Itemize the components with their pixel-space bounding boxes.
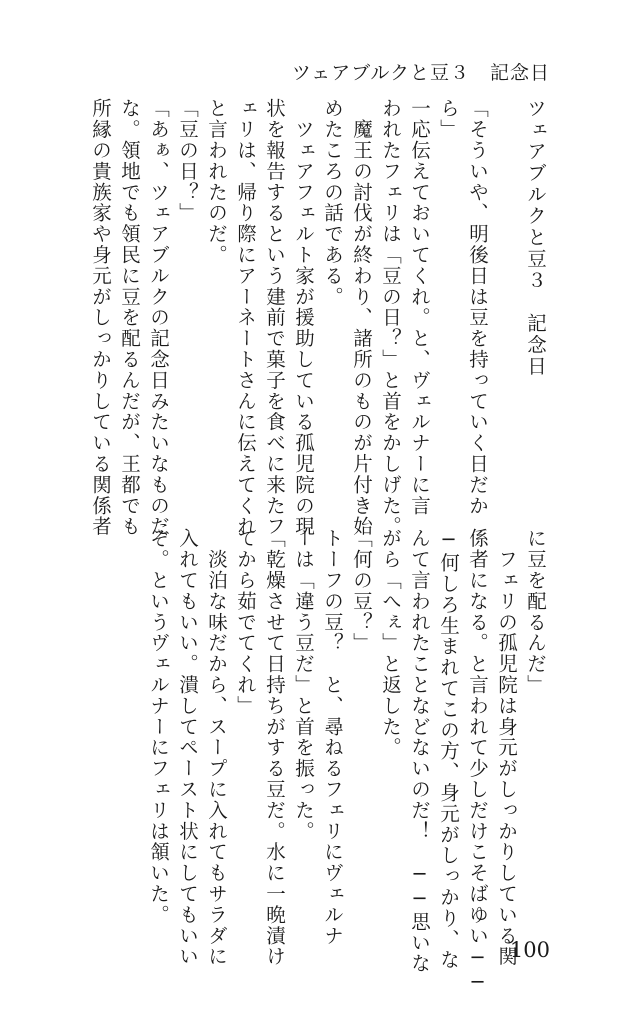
text-line: 入れてもいい。潰してペースト状にしてもいい xyxy=(176,528,199,967)
text-line: ツェアフェルト家が援助している孤児院の現 xyxy=(292,98,315,537)
text-line: フェリの孤児院は身元がしっかりしている関 xyxy=(495,528,518,967)
text-line: 「そういや、明後日は豆を持っていく日だか xyxy=(466,98,489,516)
text-line: めたころの話である。 xyxy=(321,98,344,307)
text-line: ぞ。というヴェルナーにフェリは頷いた。 xyxy=(147,528,170,926)
text-line: トーフの豆？ と、尋ねるフェリにヴェルナ xyxy=(321,528,344,946)
text-line: 状を報告するという建前で菓子を食べに来たフ xyxy=(263,98,286,537)
text-line: ─何しろ生まれてこの方、身元がしっかり、な xyxy=(437,528,460,971)
text-line: がら「へぇ」と返した。 xyxy=(379,528,402,758)
text-line: 係者になる。と言われて少しだけこそばゆい── xyxy=(466,528,489,995)
text-line: んて言われたことなどないのだ！ ──思いな xyxy=(408,528,431,974)
page-number: 100 xyxy=(509,938,550,962)
text-line: に豆を配るんだ」 xyxy=(524,528,547,696)
chapter-title: ツェアブルクと豆３ 記念日 xyxy=(524,98,547,378)
text-line: ーは「違う豆だ」と首を振った。 xyxy=(292,528,315,842)
text-line: 「何の豆？」 xyxy=(350,528,373,654)
text-line: と言われたのだ。 xyxy=(205,98,228,266)
text-line: われたフェリは「豆の日？」と首をかしげた。 xyxy=(379,98,402,537)
running-header: ツェアブルクと豆３ 記念日 xyxy=(291,62,550,84)
text-line: ら」 xyxy=(437,98,460,140)
text-column-top xyxy=(89,98,550,537)
chapter-title-gap xyxy=(492,98,521,500)
text-line: 「あぁ、ツェアブルクの記念日みたいなものだ xyxy=(147,98,170,537)
text-line: てから茹でてくれ」 xyxy=(234,528,257,717)
text-line: な。領地でも領民に豆を配るんだが、王都でも xyxy=(118,98,141,537)
text-line: ェリは、帰り際にアーネートさんに伝えてくれ xyxy=(234,98,257,537)
text-line: 「豆の日？」 xyxy=(176,98,199,224)
text-line: 淡泊な味だから、スープに入れてもサラダに xyxy=(205,528,228,967)
text-line: 一応伝えておいてくれ。と、ヴェルナーに言 xyxy=(408,98,431,516)
text-line: 「乾燥させて日持ちがする豆だ。水に一晩漬け xyxy=(263,528,286,967)
text-line: 所縁の貴族家や身元がしっかりしている関係者 xyxy=(89,98,112,537)
text-line: 魔王の討伐が終わり、諸所のものが片付き始 xyxy=(350,98,373,537)
